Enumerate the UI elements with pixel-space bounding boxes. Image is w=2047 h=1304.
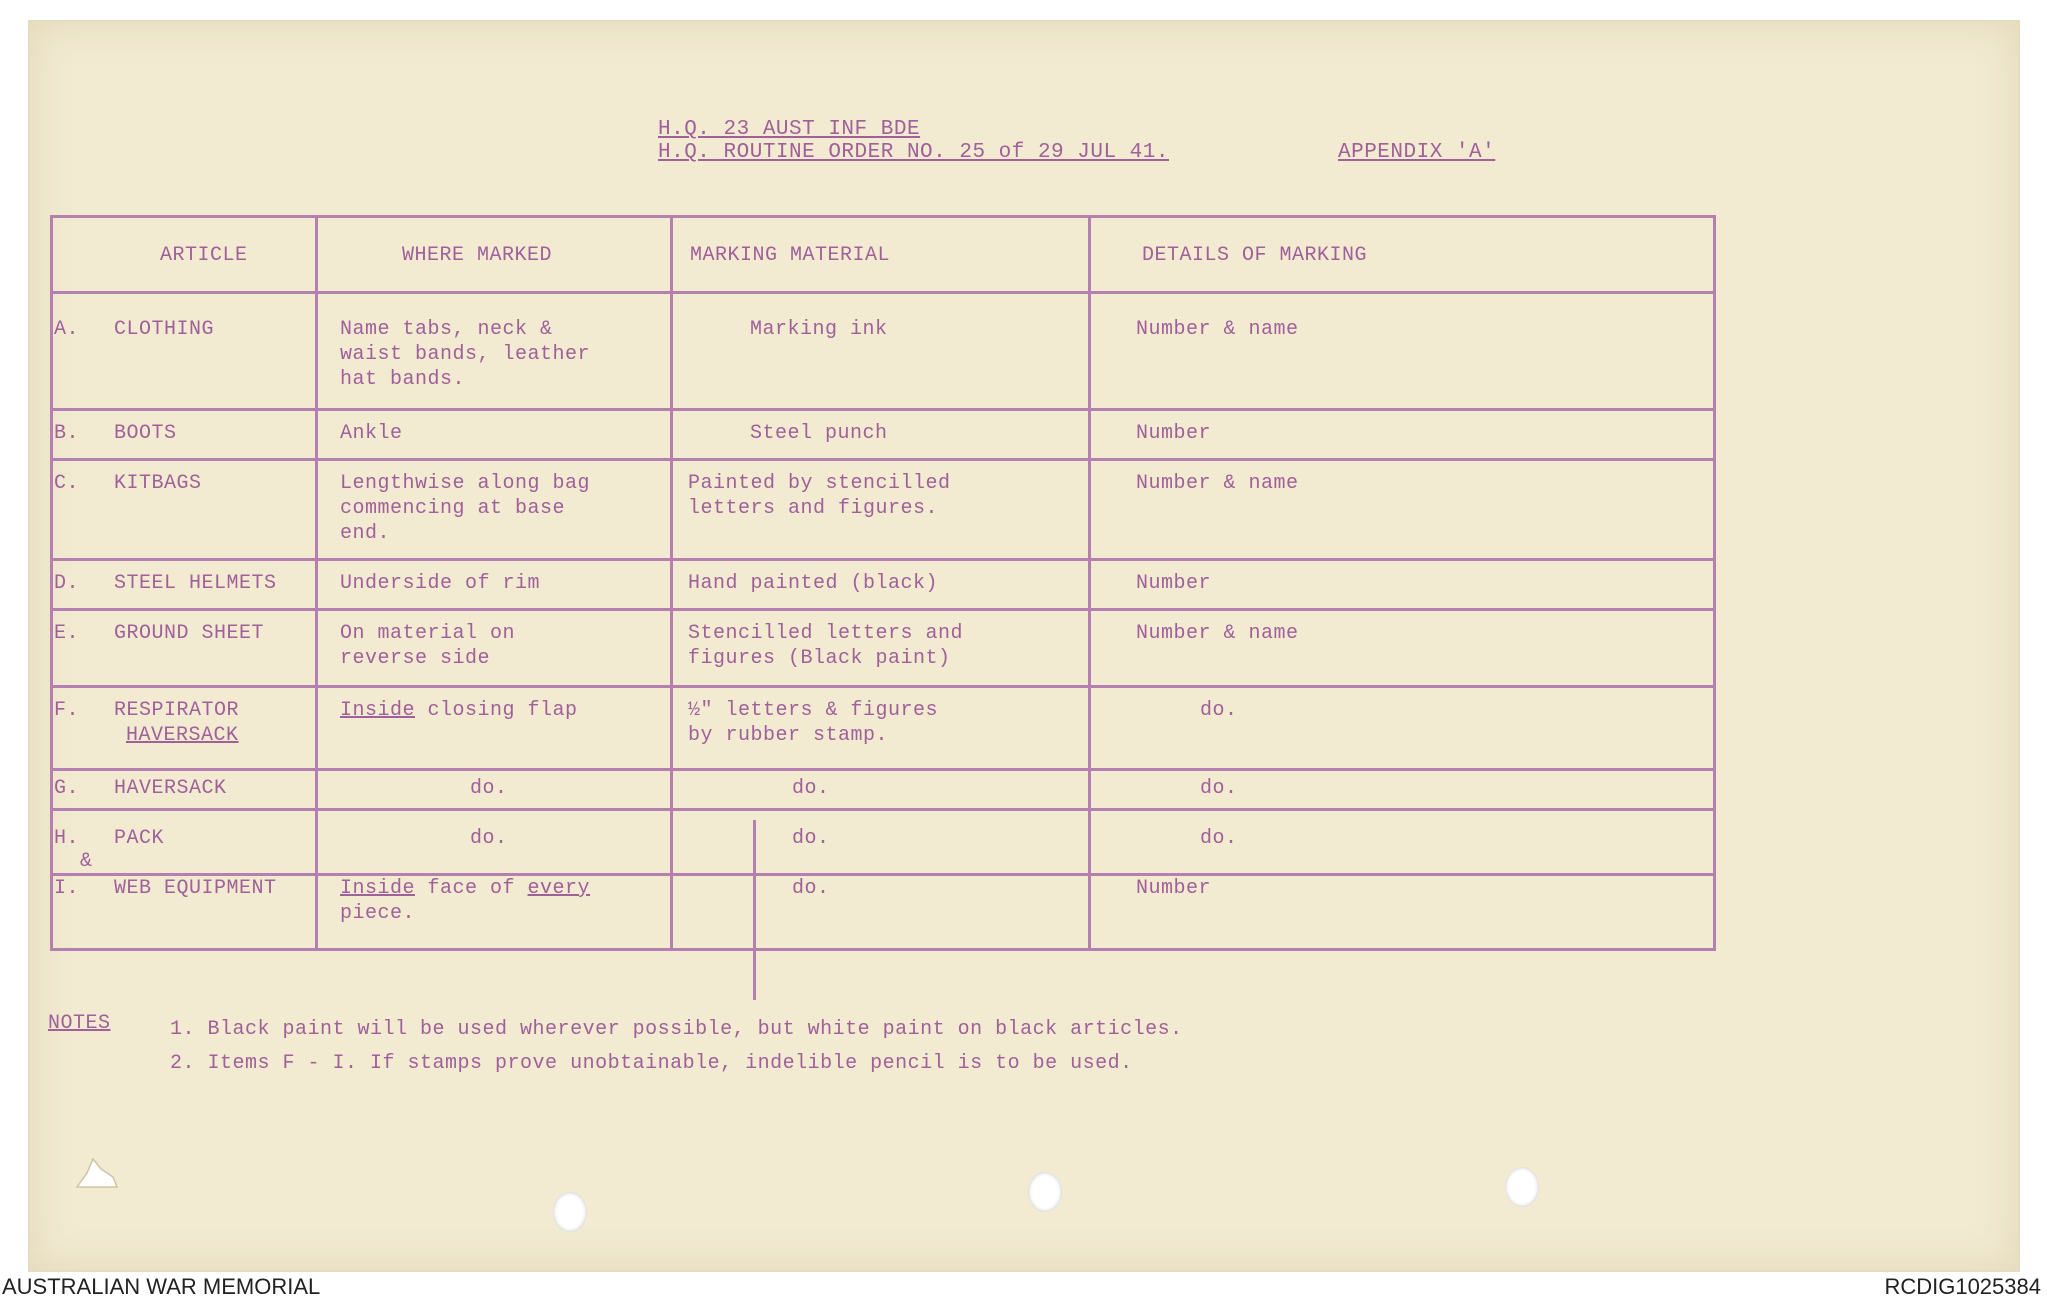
paper-tear [75, 1155, 119, 1191]
article-cell: STEEL HELMETS [114, 572, 277, 595]
column-header-article: ARTICLE [160, 244, 248, 267]
details-cell: Number [1136, 422, 1212, 445]
marking-material-cell: Hand painted (black) [688, 572, 939, 595]
marking-material-cell: do. [792, 777, 830, 800]
marking-material-cell: ½" letters & figures by rubber stamp. [688, 699, 939, 747]
table-rule [50, 768, 1716, 771]
ampersand: & [80, 850, 93, 873]
table-rule [50, 873, 1716, 876]
footer-catalogue-id: RCDIG1025384 [1884, 1274, 2041, 1299]
marking-material-cell: do. [792, 877, 830, 900]
notes-label: NOTES [48, 1012, 111, 1035]
article-cell: GROUND SHEET [114, 622, 265, 645]
where-marked-cell [340, 698, 578, 723]
table-rule [50, 458, 1716, 461]
details-cell: Number [1136, 572, 1212, 595]
article-cell: PACK [114, 827, 165, 850]
article-cell-line-2: HAVERSACK [126, 724, 239, 747]
where-marked-cell [340, 876, 590, 901]
marking-material-cell: Stencilled letters and figures (Black paint) [688, 622, 964, 670]
marking-material-cell: do. [792, 827, 830, 850]
table-rule [50, 808, 1716, 811]
punch-hole [1028, 1172, 1062, 1212]
row-letter: A. [54, 318, 80, 341]
details-cell: do. [1200, 827, 1238, 850]
column-header-where-marked: WHERE MARKED [402, 244, 553, 267]
row-letter: G. [54, 777, 80, 800]
row-letter: I. [54, 877, 80, 900]
details-cell: do. [1200, 699, 1238, 722]
row-letter: C. [54, 472, 80, 495]
row-letter: B. [54, 422, 80, 445]
table-border-bottom [50, 948, 1716, 951]
details-cell: Number & name [1136, 622, 1299, 645]
table-rule [50, 685, 1716, 688]
article-cell: HAVERSACK [114, 777, 227, 800]
article-cell: CLOTHING [114, 318, 215, 341]
where-marked-cell: Lengthwise along bag commencing at base end. [340, 472, 591, 545]
marking-material-cell: Painted by stencilled letters and figures. [688, 472, 951, 520]
header-line-1: H.Q. 23 AUST INF BDE [658, 118, 921, 141]
marking-table [50, 215, 1716, 951]
article-cell: KITBAGS [114, 472, 202, 495]
footer-institution: AUSTRALIAN WAR MEMORIAL [2, 1274, 321, 1299]
table-column-rule [315, 215, 318, 951]
table-column-rule-partial [753, 820, 756, 1000]
table-rule [50, 608, 1716, 611]
where-marked-cell: do. [470, 827, 508, 850]
underlined-word: every [527, 877, 591, 900]
appendix-label: APPENDIX 'A' [1338, 141, 1496, 164]
where-marked-cell: Underside of rim [340, 572, 541, 595]
article-cell: BOOTS [114, 422, 177, 445]
table-border-right [1713, 215, 1716, 951]
column-header-details: DETAILS OF MARKING [1142, 244, 1368, 267]
underlined-word: Inside [340, 877, 416, 900]
row-letter: E. [54, 622, 80, 645]
table-rule [50, 291, 1716, 294]
table-rule [50, 558, 1716, 561]
where-marked-cell-line-2: piece. [340, 902, 416, 925]
column-header-marking-material: MARKING MATERIAL [690, 244, 891, 267]
details-cell: Number [1136, 877, 1212, 900]
details-cell: Number & name [1136, 472, 1299, 495]
table-column-rule [1088, 215, 1091, 951]
punch-hole [553, 1192, 587, 1232]
row-letter: F. [54, 699, 80, 722]
where-marked-cell: Name tabs, neck & waist bands, leather hat bands. [340, 318, 591, 391]
marking-material-cell: Marking ink [750, 318, 888, 341]
article-cell: RESPIRATOR [114, 699, 240, 722]
where-marked-cell: On material on reverse side [340, 622, 516, 670]
details-cell: do. [1200, 777, 1238, 800]
note-1: 1. Black paint will be used wherever possible, but white paint on black articles. [170, 1018, 1183, 1041]
punch-hole [1505, 1167, 1539, 1207]
marking-material-cell: Steel punch [750, 422, 888, 445]
details-cell: Number & name [1136, 318, 1299, 341]
where-marked-text: closing flap [415, 699, 578, 722]
where-marked-cell: Ankle [340, 422, 403, 445]
table-column-rule [670, 215, 673, 951]
where-marked-text: face of [415, 877, 528, 900]
row-letter: H. [54, 827, 80, 850]
note-2: 2. Items F - I. If stamps prove unobtainable, indelible pencil is to be used. [170, 1052, 1133, 1075]
article-cell: WEB EQUIPMENT [114, 877, 277, 900]
row-letter: D. [54, 572, 80, 595]
table-border-left [50, 215, 53, 951]
table-border-top [50, 215, 1716, 218]
header-line-2: H.Q. ROUTINE ORDER NO. 25 of 29 JUL 41. [658, 141, 1169, 164]
underlined-word: Inside [340, 699, 416, 722]
where-marked-cell: do. [470, 777, 508, 800]
table-rule [50, 408, 1716, 411]
